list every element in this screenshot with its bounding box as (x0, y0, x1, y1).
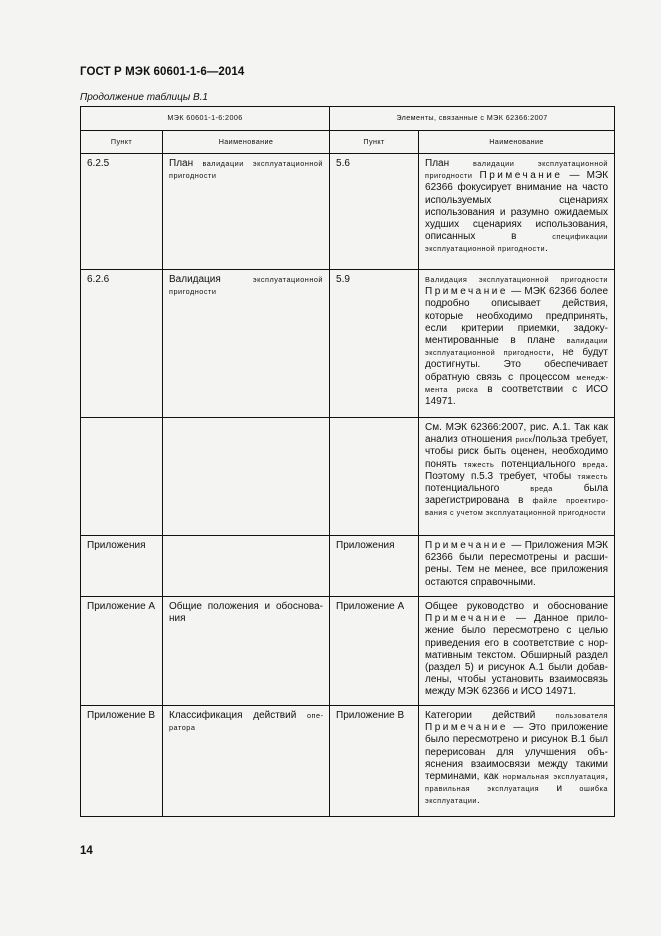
description-title: Категории действий (425, 710, 556, 721)
defined-term: эксплуатационной пригодности (169, 275, 324, 297)
table-row (81, 706, 615, 817)
name-text: План (169, 158, 203, 169)
note-text: в соответствии с ИСО 14971. (425, 383, 609, 408)
column-header-name: Наименование (163, 131, 330, 154)
column-header-item: Пункт (81, 131, 163, 154)
cell-item-2: Приложение В (330, 706, 419, 817)
note-label: Примечание (425, 540, 508, 551)
defined-term: оператора (169, 711, 324, 733)
note-label: Примечание (425, 722, 508, 734)
description-title: Общее руководство и обоснование (425, 601, 609, 612)
cell-item-2: 5.6 (330, 154, 419, 270)
note-text: , не будут достигнуты. Это обеспечивает обратную связь с процессом (425, 347, 609, 383)
cell-item: 6.2.6 (81, 270, 163, 418)
cell-name (163, 270, 330, 418)
cell-item: Приложения (81, 536, 163, 597)
defined-term: валидации эксплуатационной пригодности (425, 336, 609, 358)
cell-item-2: 5.9 (330, 270, 419, 418)
description-text: План (425, 158, 473, 169)
note-text: , (605, 771, 608, 783)
defined-term: валидации эксплуатационной пригодности (425, 159, 609, 181)
cell-description (419, 270, 615, 418)
group-header-iec-60601: МЭК 60601-1-6:2006 (81, 107, 330, 131)
cell-description (419, 706, 615, 817)
cell-item-2: Приложения (330, 536, 419, 597)
group-header-iec-62366: Элементы, связанные с МЭК 62366:2007 (330, 107, 615, 131)
description-text: . Поэтому п.5.3 требует, чтобы (425, 458, 609, 482)
note-text: — Это приложение было пересмотрено и рисунок В.1 был перерисован для улучшения объяснения взаимосвязи между такими терминами, как (425, 722, 609, 783)
note-text: . (477, 795, 480, 807)
table-row (81, 536, 615, 597)
cell-name: Общие положения и обоснования (163, 597, 330, 706)
cell-item: Приложение В (81, 706, 163, 817)
defined-term: тяжесть (463, 459, 495, 469)
note-text: и (539, 783, 580, 795)
table-continuation-caption: Продолжение таблицы В.1 (80, 92, 208, 103)
column-header-item-2: Пункт (330, 131, 419, 154)
table-row (81, 418, 615, 536)
defined-term: пользователя (555, 711, 609, 720)
cell-description (419, 154, 615, 270)
cell-item-2 (330, 418, 419, 536)
note-text: — МЭК 62366 фокусирует внимание на часто используемых сценариях использования и разумно ожидаемых худших сценариях использования, описанных в (425, 170, 609, 243)
note-text: — МЭК 62366 более подробно описывает действия, которые необходимо предпринять, если критерии приемки, задокументированные в плане (425, 286, 609, 347)
description-text: потенциального (425, 483, 531, 495)
cell-description (419, 536, 615, 597)
table-group-header-row (81, 107, 615, 131)
note-label: Примечание (425, 286, 508, 298)
cell-item (81, 418, 163, 536)
note-text: . (545, 243, 548, 255)
defined-term: файле проектирования с учетом эксплуатационной пригодности (425, 496, 609, 518)
description-text: была зарегистрирована в (425, 483, 609, 507)
defined-term: Валидация эксплуатационной пригодности (425, 275, 609, 284)
cell-name (163, 536, 330, 597)
correspondence-table (80, 106, 615, 817)
cell-name (163, 418, 330, 536)
note-label: Примечание (479, 170, 563, 182)
cell-name (163, 706, 330, 817)
table-row (81, 270, 615, 418)
description-text: См. МЭК 62366:2007, рис. А.1. Так как анализ отношения (425, 422, 609, 446)
defined-term: риск (515, 435, 533, 445)
table-column-header-row (81, 131, 615, 154)
defined-term: валидации эксплуатационной пригодности (169, 159, 324, 181)
note-text: — Приложения МЭК 62366 были пересмотрены и расширены. Тем не менее, все приложения остаются справочными. (425, 540, 609, 588)
cell-description (419, 418, 615, 536)
description-text: потенциального (494, 458, 583, 470)
table-row (81, 154, 615, 270)
defined-term: нормальная эксплуатация (502, 772, 606, 782)
defined-term: спецификации эксплуатационной пригодности (425, 232, 609, 254)
defined-term: вреда (530, 484, 553, 494)
note-text: — Данное приложение было пересмотрено с целью приведения его в соответствие с нормативным текстом. Обширный раздел (раздел 5) и рисунок А.1 были добавлены, чтобы установить взаимосвязь между МЭК 62366 и ИСО 14971. (425, 613, 609, 698)
defined-term: ошибка эксплуатации (425, 784, 608, 806)
defined-term: вреда (582, 459, 606, 469)
defined-term: тяжесть (577, 471, 609, 481)
name-text: Классификация действий (169, 710, 307, 721)
standard-designation: ГОСТ Р МЭК 60601-1-6—2014 (80, 66, 245, 78)
cell-description (419, 597, 615, 706)
name-text: Валидация (169, 274, 253, 285)
page-number: 14 (80, 845, 93, 857)
column-header-name-2: Наименование (419, 131, 615, 154)
defined-term: менеджмента риска (425, 372, 609, 394)
description-text: /польза требует, чтобы риск быть оценен, необходимо понять (425, 434, 609, 470)
cell-name (163, 154, 330, 270)
note-label: Примечание (425, 613, 508, 625)
table-row (81, 597, 615, 706)
cell-item-2: Приложение А (330, 597, 419, 706)
cell-item: Приложение А (81, 597, 163, 706)
cell-item: 6.2.5 (81, 154, 163, 270)
defined-term: правильная эксплуатация (425, 784, 540, 794)
